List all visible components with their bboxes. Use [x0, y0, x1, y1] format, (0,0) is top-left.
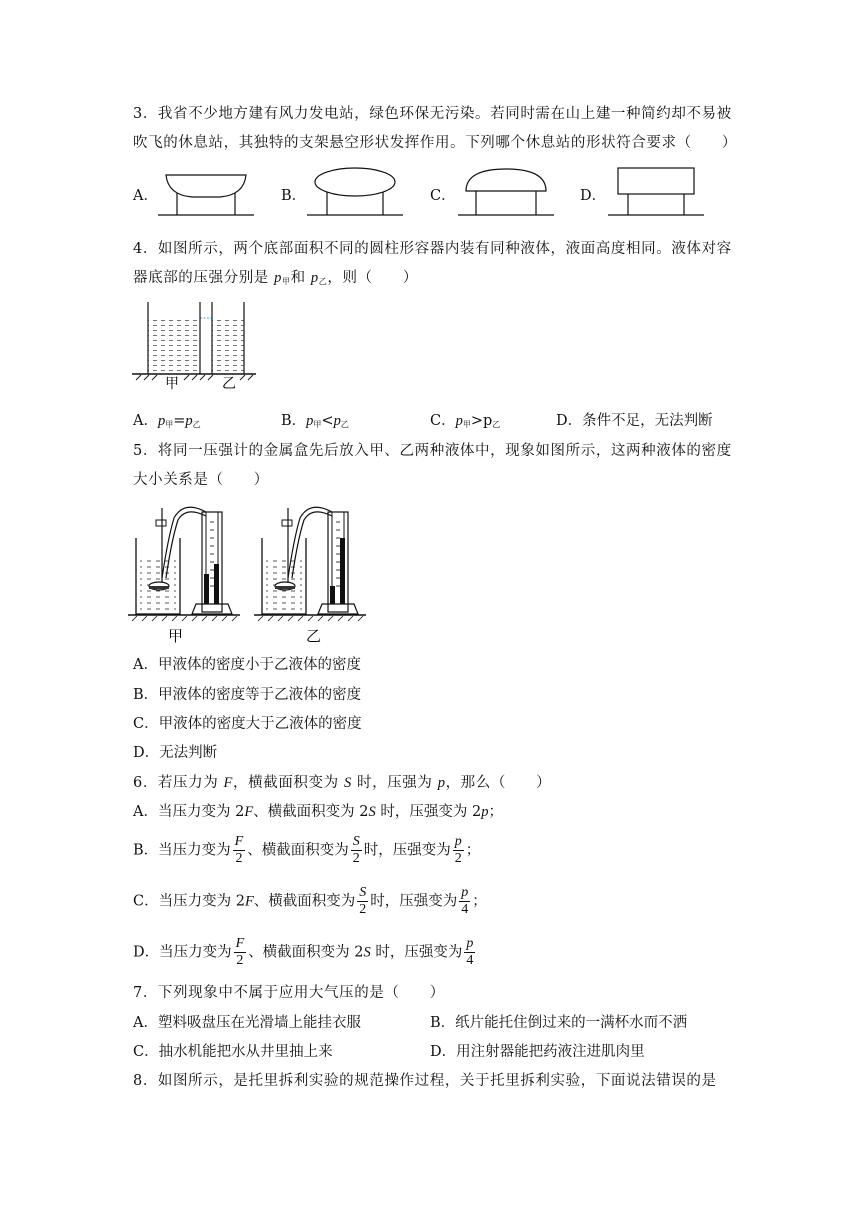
- q3-option-c-label: C．: [430, 188, 456, 204]
- q7-option-d: D．用注射器能把药液注进肌肉里: [430, 1044, 645, 1060]
- fraction-p-over-4: $\frac{p}{4}$: [461, 885, 469, 917]
- q5-figure-pressure-gauges: [128, 498, 368, 643]
- q3-option-b-label: B．: [281, 188, 307, 204]
- q4-option-d: D．条件不足，无法判断: [556, 413, 713, 429]
- q7-option-a: A．塑料吸盘压在光滑墙上能挂衣服: [133, 1015, 361, 1031]
- q8-stem: 8．如图所示，是托里拆利实验的规范操作过程，关于托里拆利实验，下面说法错误的是: [133, 1073, 717, 1089]
- q7-option-c: C．抽水机能把水从井里抽上来: [133, 1044, 333, 1060]
- fraction-s-over-2: $\frac{S}{2}$: [359, 885, 367, 917]
- q5-option-a: A．甲液体的密度小于乙液体的密度: [133, 657, 361, 673]
- q3-figure-a-bowl-shelter: [158, 167, 254, 219]
- q3-option-d-label: D．: [580, 188, 607, 204]
- q3-figure-b-oval-shelter: [307, 165, 403, 219]
- q4-stem-line1: 4．如图所示，两个底部面积不同的圆柱形容器内装有同种液体，液面高度相同。液体对容: [133, 241, 732, 257]
- q5-option-d: D．无法判断: [133, 745, 218, 761]
- fraction-f-over-2: $\frac{F}{2}$: [235, 936, 245, 968]
- q4-figure-two-containers: [128, 298, 258, 390]
- q3-option-a-label: A．: [133, 188, 158, 204]
- q4-option-c: C．$p_甲>p_乙$: [430, 413, 501, 429]
- q4-option-b: B．$p_甲<p_乙$: [281, 413, 349, 429]
- q5-option-c: C．甲液体的密度大于乙液体的密度: [133, 716, 362, 732]
- fraction-p-over-2: $\frac{p}{2}$: [454, 834, 462, 866]
- q5-gauge-yi: [254, 507, 366, 643]
- q4-figure-label-yi: 乙: [222, 376, 236, 390]
- q5-figure-label-yi: 乙: [306, 627, 322, 643]
- q6-stem: 6．若压力为 F，横截面积变为 S 时，压强为 p，那么（ ）: [133, 775, 552, 791]
- q6-option-b: B．当压力变为 $\frac{F}{2}$ 、横截面积变为 $\frac{S}{2}$ 时，压强变为 $\frac{p}{2}$ ；: [133, 834, 481, 866]
- fraction-f-over-2: $\frac{F}{2}$: [234, 834, 244, 866]
- q4-stem-line2: 器底部的压强分别是 $p_甲$和 $p_乙$，则（ ）: [133, 270, 418, 286]
- q5-gauge-jia: [128, 507, 240, 643]
- q6-option-d: D．当压力变为 $\frac{F}{2}$ 、横截面积变为 2S 时，压强变为 $\frac{p}{4}$: [133, 936, 474, 968]
- q5-stem-line2: 大小关系是（ ）: [133, 472, 269, 488]
- q5-option-b: B．甲液体的密度等于乙液体的密度: [133, 687, 362, 703]
- q3-stem-line1: 3．我省不少地方建有风力发电站，绿色环保无污染。若同时需在山上建一种简约却不易被: [133, 106, 732, 122]
- q3-figure-c-dome-shelter: [458, 165, 554, 219]
- q3-figure-d-box-shelter: [608, 165, 704, 219]
- q5-stem-line1: 5．将同一压强计的金属盒先后放入甲、乙两种液体中，现象如图所示，这两种液体的密度: [133, 443, 732, 459]
- q5-figure-label-jia: 甲: [168, 627, 184, 643]
- q3-stem-line2: 吹飞的休息站，其独特的支架悬空形状发挥作用。下列哪个休息站的形状符合要求（ ）: [133, 135, 737, 151]
- fraction-p-over-4: $\frac{p}{4}$: [466, 936, 474, 968]
- fraction-s-over-2: $\frac{S}{2}$: [352, 834, 360, 866]
- q7-stem: 7．下列现象中不属于应用大气压的是（ ）: [133, 985, 445, 1001]
- q6-option-a: A．当压力变为 2F、横截面积变为 2S 时，压强变为 2p；: [133, 804, 503, 820]
- q7-option-b: B．纸片能托住倒过来的一满杯水而不洒: [430, 1015, 688, 1031]
- q4-figure-label-jia: 甲: [165, 376, 179, 390]
- q4-option-a: A．$p_甲=p_乙$: [133, 413, 201, 429]
- q6-option-c: C．当压力变为 2F、横截面积变为 $\frac{S}{2}$ 时，压强变为 $\frac{p}{4}$ ；: [133, 885, 487, 917]
